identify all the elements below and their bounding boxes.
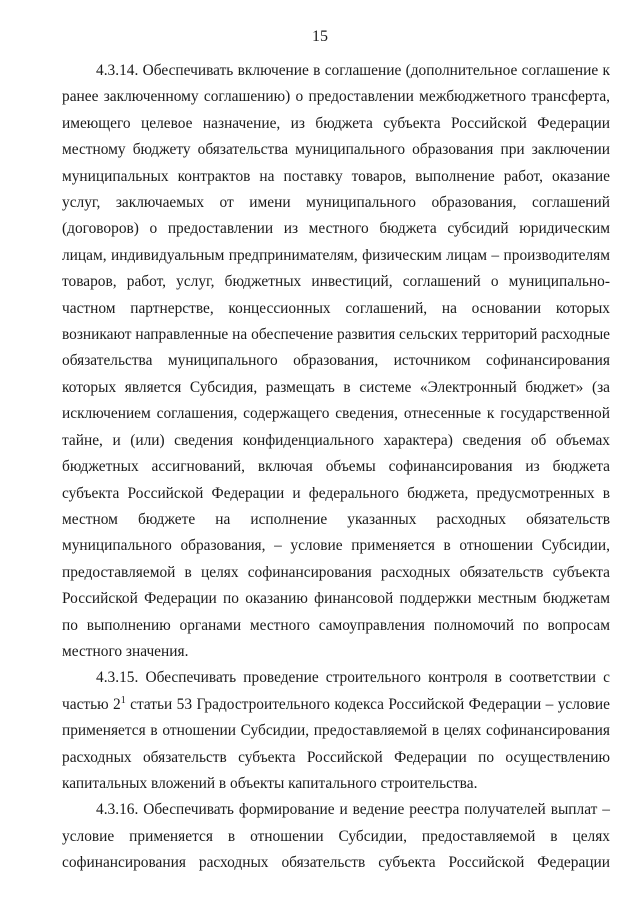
paragraph-4-3-14: [62, 58, 610, 665]
clause-number: 4.3.16.: [96, 801, 139, 819]
clause-number: 4.3.14.: [96, 62, 139, 79]
clause-text-continued: статьи 53 Градостроительного кодекса Российской Федерации – условие применяется в отношении Субсидии, предоставляемой в целях софинансирования расходных обязательств субъекта Российской Федерации по осуществлению капитальных вложений в объекты капитального строительства.: [62, 695, 610, 792]
document-body: [62, 58, 610, 877]
superscript: 1: [120, 694, 126, 706]
clause-text: Обеспечивать проведение строительного контроля в соответствии с частью 2: [62, 669, 610, 713]
clause-text: Обеспечивать включение в соглашение (дополнительное соглашение к ранее заключенному соглашению) о предоставлении межбюджетного трансферта, имеющего целевое назначение, из бюджета субъекта Российской Федерации местному бюджету обязательства муниципального образования при заключении муниципальных контрактов на поставку товаров, выполнение работ, оказание услуг, заключаемых от имени муниципального образования, соглашений (договоров) о предоставлении из местного бюджета субсидий юридическим лицам, индивидуальным предпринимателям, физическим лицам – производителям товаров, работ, услуг, бюджетных инвестиций, соглашений о муниципально-частном партнерстве, концессионных соглашений, на основании которых возникают направленные на обеспечение развития сельских территорий расходные обязательства муниципального образования, источником софинансирования которых является Субсидия, размещать в системе «Электронный бюджет» (за исключением соглашения, содержащего сведения, отнесенные к государственной тайне, и (или) сведения конфиденциального характера) сведения об объемах бюджетных ассигнований, включая объемы софинансирования из бюджета субъекта Российской Федерации и федерального бюджета, предусмотренных в местном бюджете на исполнение указанных расходных обязательств муниципального образования, – условие применяется в отношении Субсидии, предоставляемой в целях софинансирования расходных обязательств субъекта Российской Федерации по оказанию финансовой поддержки местным бюджетам по выполнению органами местного самоуправления полномочий по вопросам местного значения.: [62, 62, 610, 660]
page-number: 15: [312, 28, 328, 45]
clause-number: 4.3.15.: [96, 669, 139, 687]
paragraph-4-3-16: [62, 797, 610, 876]
paragraph-4-3-15: [62, 665, 610, 797]
clause-text: Обеспечивать формирование и ведение реестра получателей выплат – условие применяется в отношении Субсидии, предоставляемой в целях софинансирования расходных обязательств субъекта Российской Федерации: [62, 801, 610, 872]
